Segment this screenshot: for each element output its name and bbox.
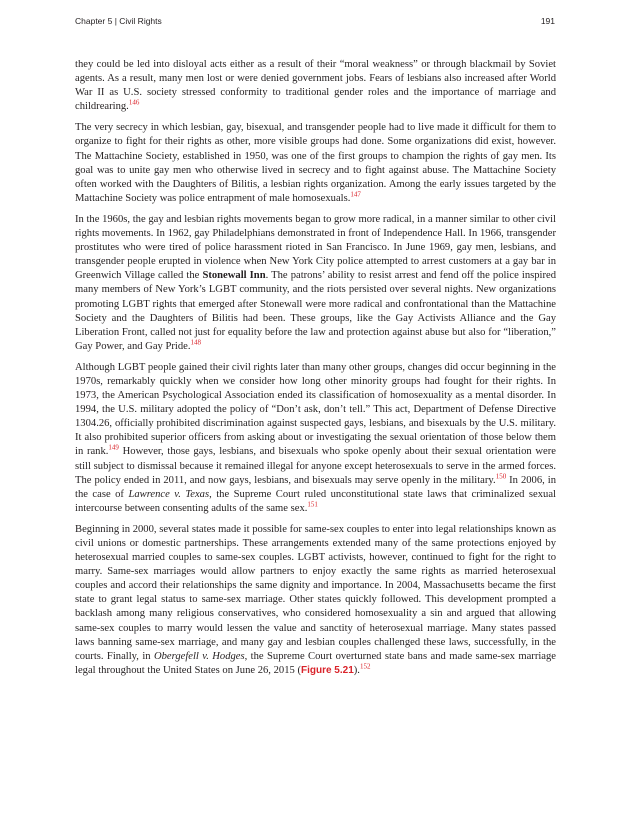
text-run: In 2006, in the case of	[75, 474, 557, 500]
chapter-title: Chapter 5 | Civil Rights	[75, 16, 162, 26]
footnote-ref[interactable]: 148	[190, 338, 201, 347]
text-run: . The patrons’ ability to resist arrest and fend off the police inspired many members of New York’s LGBT community, and the riots persisted over several nights. New organizations promoting LGBT rights that emerged after Stonewall were more radical and confrontational than the Mattachine Society and the Daughters of Bilitis had been. These groups, like the Gay Activists Alliance and the Gay Liberation Front, called not just for equality before the law and protection against abuse but also for “liberation,” Gay Power, and Gay Pride.	[75, 270, 557, 352]
footnote-ref[interactable]: 150	[495, 472, 507, 481]
page-header	[75, 16, 555, 30]
text-run: Beginning in 2000, several states made it possible for same-sex couples to enter into legal relationships known as civil unions or domestic partnerships. These arrangements extended many of the same protections enjoyed by heterosexual married couples to same-sex couples. LGBT activists, however, continued to fight for the right to marry. Same-sex marriages would allow partners to enjoy exactly the same rights as married heterosexual couples and accord their relationships the same dignity and importance. In 2004, Massachusetts became the first state to grant legal status to same-sex marriage. Other states quickly followed. This development prompted a backlash among many religious conservatives, who considered homosexuality a sin and argued that allowing same-sex couples to marry would lessen the value and sanctity of heterosexual marriage. Many states passed laws banning same-sex marriage, and many gay and lesbian couples challenged these laws, successfully, in the courts. Finally, in	[75, 523, 556, 662]
text-run: However, those gays, lesbians, and bisexuals who spoke openly about their sexual orientation were still subject to dismissal because it remained illegal for anyone except heterosexuals to serve in the armed forces. The policy ended in 2011, and now gays, lesbians, and bisexuals may serve openly in the military.	[75, 446, 556, 486]
paragraph	[75, 213, 556, 354]
paragraph	[75, 58, 556, 114]
case-name: Lawrence v. Texas	[128, 488, 210, 500]
case-name: Obergefell v. Hodges	[153, 650, 245, 662]
text-run: , the Supreme Court ruled unconstitutional state laws that criminalized sexual intercourse between consenting adults of the same sex.	[75, 488, 556, 514]
text-run: ).	[353, 664, 360, 676]
text-run: The very secrecy in which lesbian, gay, bisexual, and transgender people had to live made it difficult for them to organize to fight for their rights as other, more visible groups had done. Some organizations did exist, however. The Mattachine Society, established in 1950, was one of the first groups to champion the rights of gay men. Its goal was to unite gay men who otherwise lived in secrecy and to fight against abuse. The Mattachine Society often worked with the Daughters of Bilitis, a lesbian rights organization. Among the early issues targeted by the Mattachine Society was police entrapment of male homosexuals.	[75, 122, 556, 204]
footnote-ref[interactable]: 151	[307, 500, 318, 509]
key-term: Stonewall Inn	[202, 270, 266, 282]
text-run: Although LGBT people gained their civil rights later than many other groups, changes did occur beginning in the 1970s, remarkably quickly when we consider how long other minority groups had fought for their rights. In 1973, the American Psychological Association ended its classification of homosexuality as a mental disorder. In 1994, the U.S. military adopted the policy of “Don’t ask, don’t tell.” This act, Department of Defense Directive 1304.26, officially prohibited discrimination against suspected gays, lesbians, and bisexuals by the U.S. military. It also prohibited superior officers from asking about or investigating the sexual orientation of those below them in rank.	[75, 361, 556, 458]
body-text	[75, 58, 556, 685]
footnote-ref[interactable]: 152	[359, 662, 371, 671]
paragraph	[75, 121, 556, 206]
footnote-ref[interactable]: 149	[108, 443, 119, 452]
footnote-ref[interactable]: 146	[128, 98, 140, 107]
figure-link[interactable]: Figure 5.21	[300, 664, 354, 676]
paragraph	[75, 361, 556, 516]
paragraph	[75, 523, 556, 678]
text-run: In the 1960s, the gay and lesbian rights movements began to grow more radical, in a manner similar to other civil rights movements. In 1962, gay Philadelphians demonstrated in front of Independence Hall. In 1966, transgender prostitutes who were tired of police harassment rioted in San Francisco. In June 1969, gay men, lesbians, and transgender people erupted in violence when New York City police attempted to arrest customers at a gay bar in Greenwich Village called the	[75, 213, 556, 282]
text-run: , the Supreme Court overturned state bans and made same-sex marriage legal throughout the United States on June 26, 2015 (	[75, 650, 556, 676]
page-number: 191	[540, 16, 555, 26]
footnote-ref[interactable]: 147	[350, 190, 361, 199]
text-run: they could be led into disloyal acts either as a result of their “moral weakness” or through blackmail by Soviet agents. As a result, many men lost or were denied government jobs. Fears of lesbians also increased after World War II as U.S. society stressed conformity to traditional gender roles and the importance of marriage and childrearing.	[75, 59, 556, 113]
